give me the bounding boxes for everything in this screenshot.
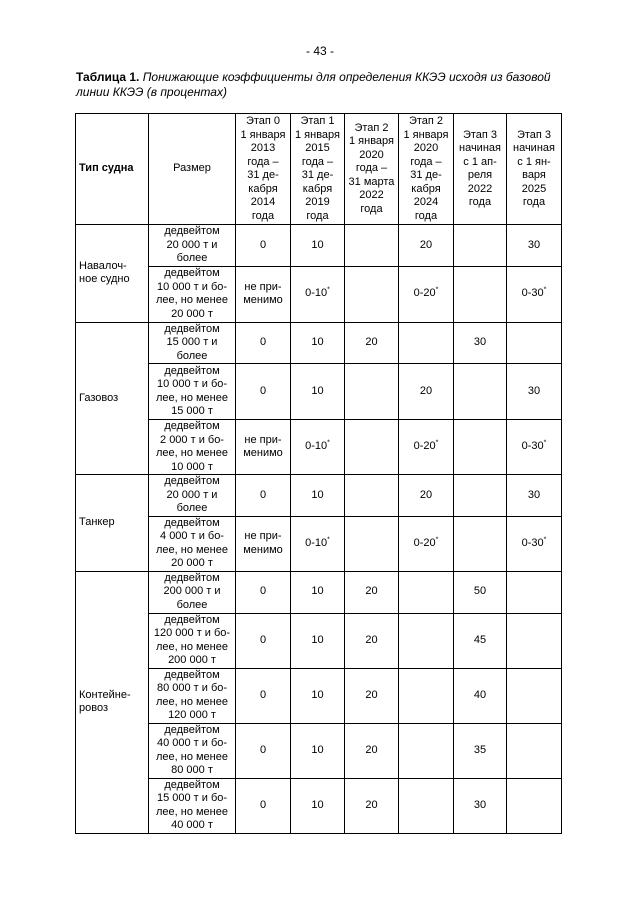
value-text: 0-10 — [305, 536, 328, 549]
header-phase-line: года – — [410, 155, 442, 168]
table-row — [76, 225, 562, 267]
header-phase-line: реля — [467, 169, 493, 181]
size-line: 15 000 т и — [166, 336, 218, 348]
header-phase-line: начиная — [459, 142, 501, 154]
value-text: 0 — [259, 688, 267, 701]
header-ship-type: Тип судна — [76, 114, 149, 225]
value-cell — [399, 778, 454, 833]
size-cell — [149, 322, 236, 364]
value-line: менимо — [243, 447, 283, 459]
footnote-mark: * — [543, 439, 547, 447]
value-cell — [507, 571, 562, 613]
value-cell — [291, 364, 345, 420]
value-text: 0 — [259, 798, 267, 811]
value-cell — [345, 322, 399, 364]
value-line: не при- — [244, 280, 282, 293]
value-text: 45 — [473, 633, 487, 646]
size-line: 80 000 т — [171, 764, 213, 776]
header-phase-line: кабря — [411, 182, 441, 195]
header-phase-line: 2014 — [250, 196, 276, 208]
value-cell — [291, 516, 345, 571]
header-phase-line: 31 марта — [348, 175, 395, 188]
size-line: 20 000 т и — [166, 488, 218, 501]
value-cell — [345, 364, 399, 420]
value-text: 0-20 — [413, 536, 436, 549]
size-line: дедвейтом — [164, 420, 220, 432]
value-cell — [236, 778, 291, 833]
value-cell — [399, 475, 454, 517]
value-cell — [345, 613, 399, 668]
header-phase-line: 1 января — [240, 128, 286, 141]
size-line: 10 000 т и бо- — [156, 378, 228, 390]
footnote-mark: * — [543, 286, 547, 294]
value-line: менимо — [243, 543, 283, 556]
header-phase-line: года – — [247, 155, 279, 168]
value-cell — [236, 613, 291, 668]
value-text: 20 — [419, 384, 433, 397]
value-text: 0-10 — [305, 440, 328, 453]
size-line: дедвейтом — [164, 613, 220, 626]
header-phase-line: года — [414, 209, 438, 222]
size-line: дедвейтом — [164, 322, 220, 335]
value-text: 0-30 — [521, 287, 544, 300]
value-text: 0-30 — [521, 536, 544, 549]
coefficients-table — [75, 113, 562, 834]
caption-title-line2: линии ККЭЭ (в процентах) — [76, 85, 227, 99]
value-text: 10 — [311, 688, 324, 701]
value-cell — [345, 723, 399, 778]
size-cell — [149, 225, 236, 267]
table-row — [76, 778, 562, 833]
size-line: 10 000 т — [171, 460, 213, 473]
header-phase-line: с 1 ян- — [517, 155, 551, 168]
table-row — [76, 475, 562, 517]
value-text: 40 — [473, 688, 487, 701]
header-phase-line: Этап 2 — [408, 115, 444, 127]
value-text: 0 — [259, 488, 267, 501]
header-row — [76, 114, 562, 225]
value-text: 30 — [527, 238, 541, 251]
header-phase-line: Этап 2 — [354, 121, 389, 134]
value-text: 20 — [365, 798, 378, 811]
size-cell — [149, 613, 236, 668]
value-cell — [399, 723, 454, 778]
size-line: 10 000 т и бо- — [156, 280, 228, 293]
value-cell — [507, 475, 562, 517]
size-line: лее, но менее — [155, 750, 228, 763]
table-row — [76, 322, 562, 364]
table-row — [76, 723, 562, 778]
size-line: дедвейтом — [164, 475, 220, 487]
value-text: 10 — [311, 384, 324, 397]
size-cell — [149, 571, 236, 613]
value-text: 10 — [311, 798, 324, 811]
header-phase — [345, 114, 399, 225]
value-text: 0 — [259, 585, 267, 598]
value-text: 0-30 — [521, 440, 544, 453]
value-cell — [345, 668, 399, 723]
header-phase — [236, 114, 291, 225]
value-text: 10 — [311, 633, 324, 646]
ship-type-cell — [76, 322, 149, 475]
header-phase — [399, 114, 454, 225]
value-text: 10 — [311, 488, 324, 501]
header-phase-line: года — [251, 209, 275, 222]
header-phase-line: 2020 — [413, 142, 439, 154]
size-line: 2 000 т и бо- — [160, 433, 224, 446]
size-line: 200 000 т и — [163, 585, 221, 598]
value-cell — [291, 420, 345, 475]
size-cell — [149, 778, 236, 833]
value-text: 20 — [365, 633, 378, 646]
header-phase-line: кабря — [248, 182, 278, 195]
size-cell — [149, 420, 236, 475]
value-cell — [507, 322, 562, 364]
header-phase-line: Этап 1 — [300, 115, 335, 127]
header-phase-line: 1 января — [295, 128, 340, 141]
value-cell — [399, 266, 454, 322]
value-text: 0 — [259, 384, 267, 397]
value-text: 20 — [419, 238, 433, 251]
header-phase-line: 31 де- — [301, 169, 334, 181]
size-line: 120 000 т — [168, 709, 216, 721]
footnote-mark: * — [327, 536, 330, 544]
header-phase-line: с 1 ап- — [463, 155, 497, 168]
header-size: Размер — [149, 114, 236, 225]
size-line: 200 000 т — [168, 654, 216, 666]
value-text: 0 — [259, 336, 267, 348]
header-phase-line: Этап 3 — [462, 128, 498, 141]
value-cell — [399, 364, 454, 420]
header-phase-line: года — [306, 209, 329, 222]
header-phase-line: 2019 — [305, 196, 330, 208]
header-phase-line: 2013 — [250, 142, 276, 154]
value-cell — [236, 420, 291, 475]
ship-type-line: Газовоз — [79, 391, 119, 404]
header-phase-line: кабря — [302, 182, 333, 195]
ship-type-cell — [76, 475, 149, 572]
header-phase-line: года – — [301, 155, 334, 168]
value-cell — [236, 723, 291, 778]
footnote-mark: * — [435, 439, 439, 447]
value-cell — [236, 668, 291, 723]
value-cell — [507, 420, 562, 475]
value-cell — [236, 225, 291, 267]
header-phase-line: года — [468, 196, 492, 208]
value-cell — [454, 723, 507, 778]
value-text: 30 — [527, 384, 541, 397]
value-cell — [507, 364, 562, 420]
table-row — [76, 516, 562, 571]
value-cell — [291, 266, 345, 322]
size-line: 20 000 т — [171, 307, 213, 320]
value-cell — [454, 475, 507, 517]
value-cell — [507, 516, 562, 571]
value-cell — [454, 225, 507, 267]
value-cell — [399, 571, 454, 613]
footnote-mark: * — [435, 286, 439, 294]
value-cell — [291, 571, 345, 613]
value-cell — [454, 613, 507, 668]
size-line: лее, но менее — [155, 695, 228, 708]
value-cell — [399, 668, 454, 723]
value-cell — [454, 266, 507, 322]
value-cell — [291, 723, 345, 778]
size-line: лее, но менее — [155, 805, 228, 818]
value-cell — [454, 778, 507, 833]
value-line: не при- — [244, 433, 282, 446]
size-line: дедвейтом — [164, 723, 220, 736]
size-line: более — [176, 349, 208, 362]
table-caption — [76, 70, 576, 100]
ship-type-line: Танкер — [79, 516, 115, 528]
header-phase-line: 2015 — [305, 142, 330, 154]
value-cell — [291, 475, 345, 517]
value-cell — [507, 668, 562, 723]
value-cell — [454, 571, 507, 613]
ship-type-line: Навалоч- — [79, 259, 127, 272]
size-line: 15 000 т и бо- — [156, 792, 228, 804]
footnote-mark: * — [327, 439, 330, 447]
value-cell — [236, 571, 291, 613]
size-line: более — [176, 502, 208, 514]
value-cell — [454, 516, 507, 571]
value-cell — [399, 516, 454, 571]
header-phase-line: года — [522, 196, 546, 208]
value-cell — [236, 475, 291, 517]
header-phase-line: 2020 — [359, 148, 384, 161]
header-phase — [291, 114, 345, 225]
caption-label: Таблица 1. — [76, 70, 140, 84]
value-cell — [507, 613, 562, 668]
header-phase-line: 31 де- — [247, 169, 279, 181]
size-line: 4 000 т и бо- — [160, 530, 224, 542]
value-cell — [507, 266, 562, 322]
header-phase-line: 2024 — [413, 196, 439, 208]
value-text: 10 — [311, 238, 324, 251]
value-cell — [399, 613, 454, 668]
value-cell — [454, 364, 507, 420]
size-line: лее, но менее — [155, 640, 228, 653]
value-text: 0-20 — [413, 287, 436, 300]
value-text: 10 — [311, 743, 324, 756]
size-line: дедвейтом — [164, 225, 220, 237]
footnote-mark: * — [435, 536, 439, 544]
value-cell — [291, 778, 345, 833]
size-line: 120 000 т и бо- — [153, 627, 231, 639]
table-row — [76, 613, 562, 668]
value-cell — [345, 225, 399, 267]
value-cell — [236, 322, 291, 364]
size-line: дедвейтом — [164, 668, 220, 681]
value-text: 0-20 — [413, 440, 436, 453]
value-cell — [291, 668, 345, 723]
value-cell — [399, 322, 454, 364]
header-phase-line: года — [360, 202, 383, 215]
value-cell — [345, 420, 399, 475]
table-row — [76, 420, 562, 475]
footnote-mark: * — [327, 286, 330, 294]
size-line: более — [176, 252, 208, 264]
header-phase — [454, 114, 507, 225]
ship-type-cell — [76, 571, 149, 833]
value-cell — [454, 322, 507, 364]
value-cell — [345, 266, 399, 322]
value-text: 0 — [259, 633, 267, 646]
value-text: 0-10 — [305, 287, 328, 300]
value-text: 35 — [473, 743, 487, 756]
value-cell — [507, 225, 562, 267]
value-cell — [291, 225, 345, 267]
header-phase-line: года – — [355, 162, 388, 175]
size-line: дедвейтом — [164, 267, 220, 279]
value-text: 0 — [259, 238, 267, 251]
size-line: лее, но менее — [155, 294, 228, 306]
size-line: лее, но менее — [155, 543, 228, 556]
table-row — [76, 266, 562, 322]
size-line: 20 000 т и — [166, 238, 218, 251]
size-line: более — [176, 598, 208, 611]
value-text: 30 — [527, 488, 541, 501]
header-phase-line: 31 де- — [410, 169, 442, 181]
value-text: 20 — [365, 336, 378, 348]
value-cell — [345, 516, 399, 571]
size-cell — [149, 516, 236, 571]
value-cell — [507, 778, 562, 833]
value-text: 50 — [473, 585, 487, 598]
table-row — [76, 668, 562, 723]
size-line: 15 000 т — [171, 405, 213, 417]
size-line: дедвейтом — [164, 364, 220, 377]
value-cell — [236, 364, 291, 420]
value-cell — [236, 516, 291, 571]
value-cell — [454, 420, 507, 475]
size-line: 40 000 т — [171, 819, 213, 831]
table-row — [76, 364, 562, 420]
value-text: 10 — [311, 585, 324, 598]
value-cell — [454, 668, 507, 723]
value-text: 20 — [419, 488, 433, 501]
value-cell — [236, 266, 291, 322]
value-cell — [345, 571, 399, 613]
table-row — [76, 571, 562, 613]
header-phase-line: Этап 3 — [516, 128, 552, 141]
value-text: 20 — [365, 688, 378, 701]
value-text: 30 — [473, 336, 487, 348]
size-cell — [149, 475, 236, 517]
value-text: 30 — [473, 798, 487, 811]
header-phase-line: варя — [522, 169, 546, 181]
page-number: - 43 - — [305, 44, 334, 58]
size-line: 20 000 т — [171, 557, 213, 569]
header-phase-line: начиная — [513, 142, 555, 154]
size-cell — [149, 723, 236, 778]
caption-title-line1: Понижающие коэффициенты для определения ККЭЭ исходя из базовой — [142, 70, 551, 84]
value-text: 20 — [365, 743, 378, 756]
header-phase-line: 2022 — [467, 182, 493, 195]
size-cell — [149, 364, 236, 420]
header-phase-line: 1 января — [403, 128, 449, 141]
header-phase-line: Этап 0 — [245, 115, 281, 127]
size-line: дедвейтом — [164, 516, 220, 529]
value-cell — [345, 778, 399, 833]
header-phase-line: 2025 — [521, 182, 547, 195]
footnote-mark: * — [543, 536, 547, 544]
ship-type-line: ное судно — [79, 273, 130, 286]
size-line: лее, но менее — [155, 447, 228, 459]
value-cell — [345, 475, 399, 517]
header-phase-line: 1 января — [349, 135, 394, 148]
value-cell — [399, 420, 454, 475]
value-cell — [291, 613, 345, 668]
value-cell — [399, 225, 454, 267]
size-line: лее, но менее — [155, 391, 228, 404]
header-phase-line: 2022 — [359, 189, 384, 202]
size-line: дедвейтом — [164, 571, 220, 584]
size-line: 40 000 т и бо- — [156, 737, 228, 749]
value-cell — [291, 322, 345, 364]
value-cell — [507, 723, 562, 778]
size-line: 80 000 т и бо- — [156, 682, 228, 694]
value-line: не при- — [244, 530, 282, 542]
ship-type-cell — [76, 225, 149, 323]
size-line: дедвейтом — [164, 778, 220, 791]
size-cell — [149, 668, 236, 723]
size-cell — [149, 266, 236, 322]
value-line: менимо — [243, 294, 283, 306]
value-text: 0 — [259, 743, 267, 756]
value-text: 10 — [311, 336, 324, 348]
value-text: 20 — [365, 585, 378, 598]
ship-type-line: ровоз — [79, 702, 108, 714]
ship-type-line: Контейне- — [79, 688, 131, 701]
header-phase — [507, 114, 562, 225]
